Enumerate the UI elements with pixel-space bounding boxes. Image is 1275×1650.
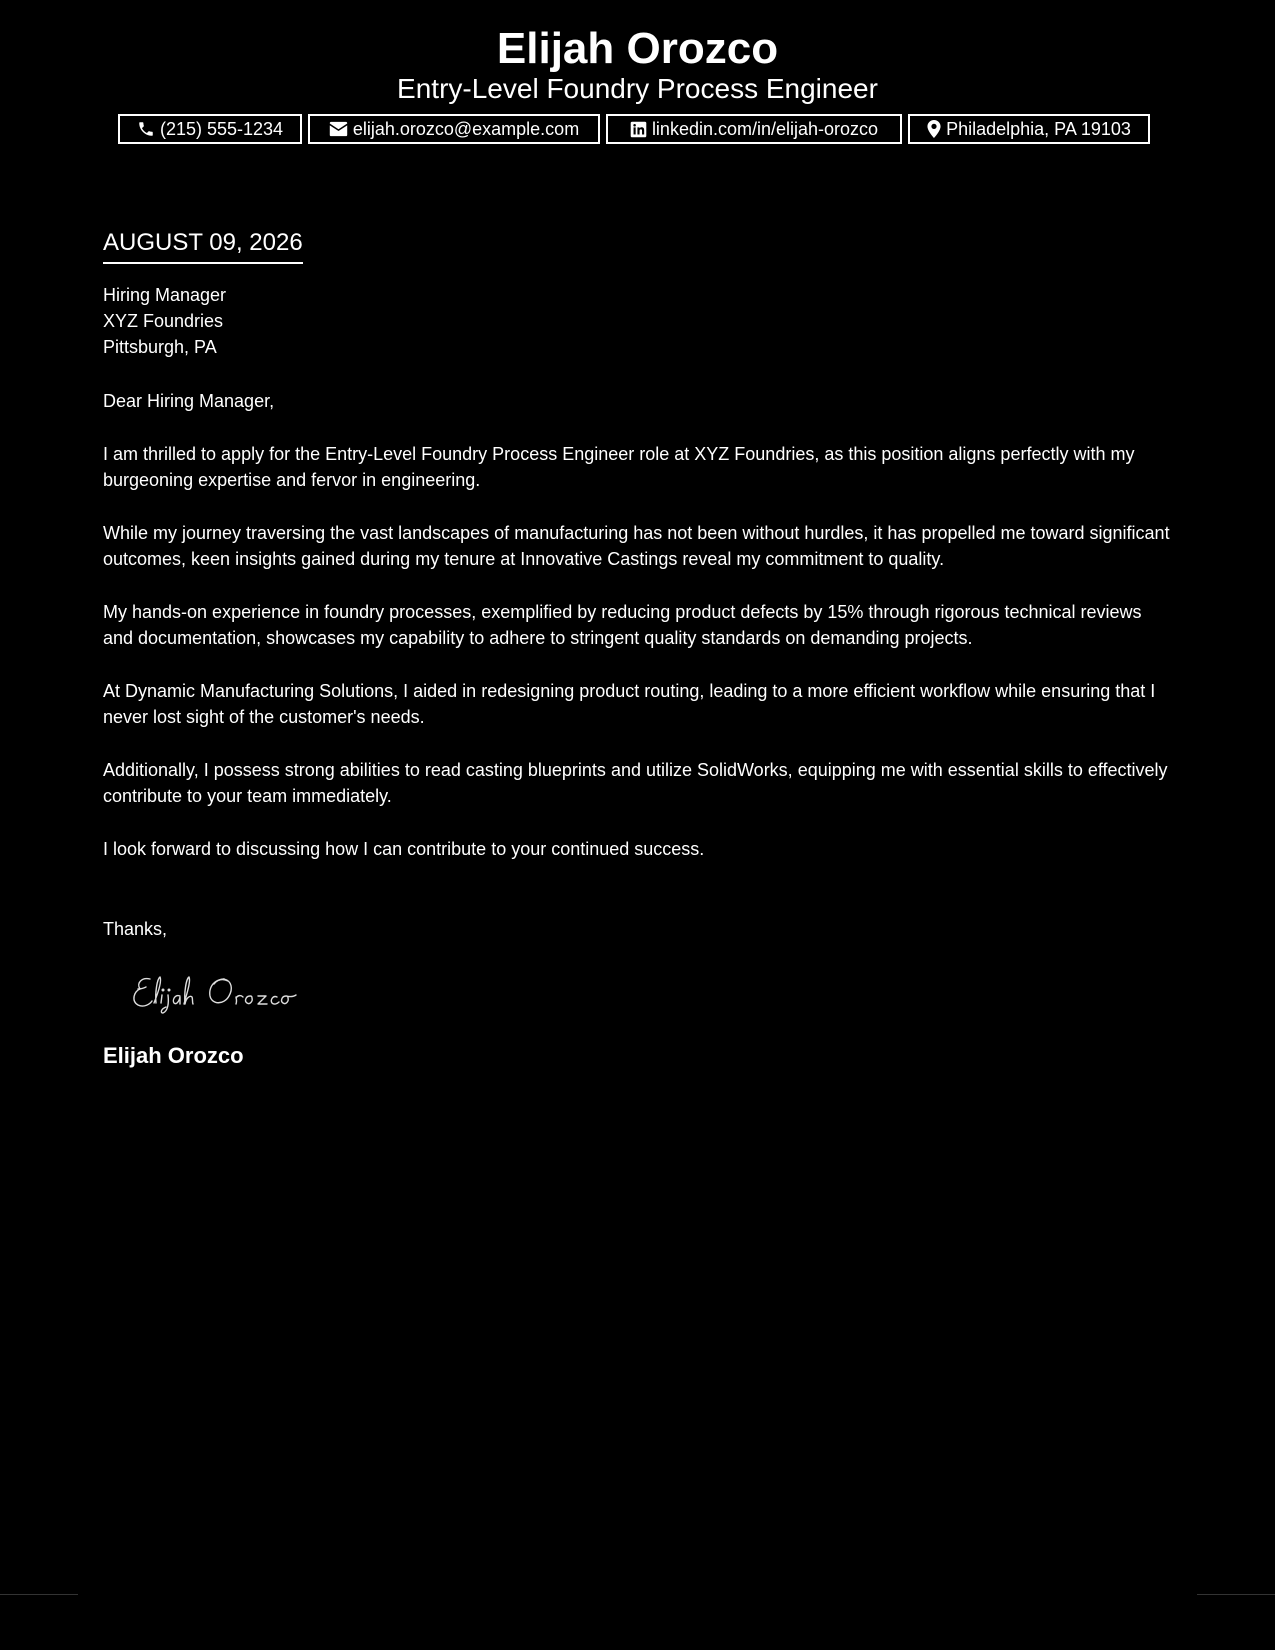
phone-text: (215) 555-1234	[159, 118, 284, 139]
email-text: elijah.orozco@example.com	[352, 118, 580, 139]
closing: Thanks,	[103, 919, 168, 939]
contact-phone[interactable]	[118, 114, 302, 144]
phone-icon	[137, 120, 155, 138]
applicant-name: Elijah Orozco	[496, 24, 779, 73]
salutation: Dear Hiring Manager,	[103, 391, 275, 411]
contact-linkedin[interactable]	[606, 114, 902, 144]
letter-body	[103, 226, 1173, 1069]
letter-date: AUGUST 09, 2026	[103, 226, 303, 264]
map-marker-icon	[927, 120, 941, 138]
handwritten-signature	[128, 967, 1173, 1027]
contact-bar	[118, 114, 1150, 144]
footer-divider-right	[1197, 1594, 1275, 1595]
envelope-icon	[329, 121, 348, 137]
paragraph-1: I am thrilled to apply for the Entry-Level Foundry Process Engineer role at XYZ Foundries, as this position aligns perfectly with my burgeoning expertise and fervor in engineering.	[103, 443, 1135, 490]
paragraph-6: I look forward to discussing how I can contribute to your continued success.	[103, 838, 705, 859]
linkedin-text: linkedin.com/in/elijah-orozco	[651, 118, 879, 139]
recipient-location: Pittsburgh, PA	[103, 337, 217, 357]
letter-header	[0, 22, 1275, 106]
paragraph-3: My hands-on experience in foundry processes, exemplified by reducing product defects by 15% through rigorous technical reviews and documentation, showcases my capability to adhere to stringent quality standards on demanding projects.	[103, 601, 1142, 648]
signer-name: Elijah Orozco	[103, 1042, 244, 1068]
paragraph-2: While my journey traversing the vast landscapes of manufacturing has not been without hurdles, it has propelled me toward significant outcomes, keen insights gained during my tenure at Innovative Castings reveal my commitment to quality.	[103, 522, 1170, 569]
footer-divider-left	[0, 1594, 78, 1595]
contact-location[interactable]	[908, 114, 1150, 144]
recipient-company: XYZ Foundries	[103, 311, 224, 331]
recipient-title: Hiring Manager	[103, 285, 227, 305]
recipient-block	[103, 282, 1173, 360]
paragraph-4: At Dynamic Manufacturing Solutions, I aided in redesigning product routing, leading to a more efficient workflow while ensuring that I never lost sight of the customer's needs.	[103, 680, 1156, 727]
linkedin-icon	[630, 121, 647, 138]
job-title: Entry-Level Foundry Process Engineer	[397, 73, 878, 104]
paragraph-5: Additionally, I possess strong abilities to read casting blueprints and utilize SolidWorks, equipping me with essential skills to effectively contribute to your team immediately.	[103, 759, 1168, 806]
contact-email[interactable]	[308, 114, 600, 144]
location-text: Philadelphia, PA 19103	[946, 118, 1131, 139]
